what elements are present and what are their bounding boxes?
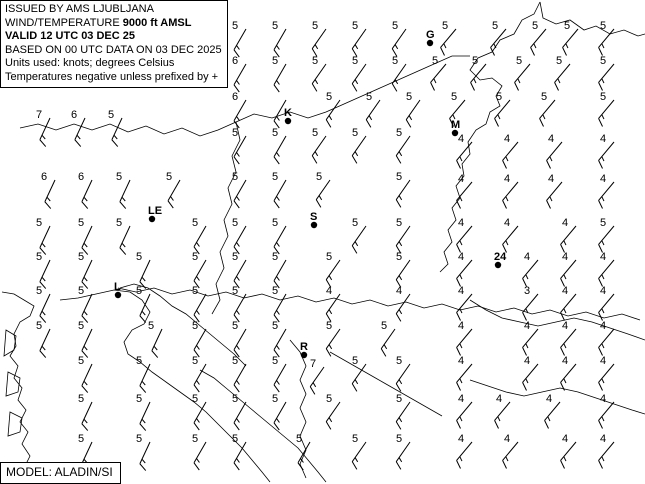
temperature-value: 5 bbox=[472, 55, 479, 67]
wind-barb bbox=[274, 226, 286, 254]
wind-barb bbox=[352, 442, 366, 469]
wind-barb bbox=[120, 226, 130, 255]
wind-barb bbox=[352, 29, 366, 56]
temperature-value: 5 bbox=[272, 355, 279, 367]
temperature-value: 5 bbox=[116, 217, 123, 229]
wind-barb bbox=[140, 442, 150, 471]
wind-barb bbox=[495, 402, 510, 428]
temperature-value: 5 bbox=[432, 55, 439, 67]
temperature-value: 5 bbox=[564, 20, 571, 32]
temperature-value: 4 bbox=[458, 285, 465, 297]
temperature-value: 5 bbox=[316, 171, 323, 183]
wind-barb bbox=[152, 329, 162, 358]
wind-barb bbox=[503, 182, 518, 208]
wind-barb bbox=[310, 367, 324, 394]
wind-barb bbox=[316, 180, 330, 207]
wind-barb bbox=[194, 260, 206, 288]
temperature-value: 4 bbox=[504, 133, 511, 145]
temperature-value: 5 bbox=[326, 320, 333, 332]
wind-barb bbox=[274, 64, 286, 92]
temperature-value: 5 bbox=[232, 433, 239, 445]
temperature-value: 5 bbox=[541, 91, 548, 103]
temperature-value: 6 bbox=[78, 171, 85, 183]
temperature-value: 5 bbox=[192, 251, 199, 263]
temperature-value: 5 bbox=[352, 20, 359, 32]
wind-barb bbox=[274, 329, 286, 357]
wind-barb bbox=[441, 29, 456, 55]
wind-barb bbox=[396, 442, 410, 469]
temperature-value: 7 bbox=[36, 109, 43, 121]
wind-barb bbox=[406, 100, 420, 127]
wind-barb bbox=[547, 182, 562, 208]
temperature-value: 5 bbox=[352, 433, 359, 445]
temperature-value: 5 bbox=[272, 20, 279, 32]
temperature-value: 7 bbox=[310, 358, 317, 370]
temperature-value: 5 bbox=[366, 91, 373, 103]
temperature-value: 5 bbox=[600, 217, 607, 229]
temperature-value: 4 bbox=[524, 320, 531, 332]
temperature-value: 4 bbox=[600, 320, 607, 332]
temperature-value: 3 bbox=[524, 285, 531, 297]
wind-barb bbox=[457, 260, 472, 286]
temperature-value: 5 bbox=[496, 91, 503, 103]
wind-barb bbox=[194, 364, 206, 392]
wind-barb bbox=[515, 64, 530, 90]
wind-barb bbox=[234, 364, 246, 392]
wind-barb bbox=[561, 364, 576, 390]
wind-barb bbox=[503, 442, 518, 468]
wind-barb bbox=[599, 64, 614, 90]
wind-barb bbox=[396, 294, 410, 321]
city-label: 24 bbox=[494, 251, 507, 263]
temperature-value: 5 bbox=[232, 20, 239, 32]
temperature-value: 5 bbox=[192, 355, 199, 367]
temperature-note-line: Temperatures negative unless prefixed by + bbox=[5, 70, 219, 83]
city-label: M bbox=[451, 119, 461, 131]
temperature-value: 5 bbox=[272, 171, 279, 183]
wind-barb bbox=[366, 100, 380, 127]
header-info-panel bbox=[0, 0, 228, 88]
wind-barb bbox=[396, 364, 410, 391]
temperature-value: 5 bbox=[381, 320, 388, 332]
temperature-value: 4 bbox=[396, 285, 403, 297]
wind-barb bbox=[431, 64, 446, 90]
wind-barb bbox=[82, 180, 92, 209]
temperature-value: 5 bbox=[136, 433, 143, 445]
temperature-value: 6 bbox=[41, 171, 48, 183]
wind-barb bbox=[40, 329, 50, 358]
wind-barb bbox=[457, 142, 472, 168]
temperature-value: 4 bbox=[458, 393, 465, 405]
wind-barb bbox=[234, 226, 246, 254]
temperature-value: 5 bbox=[272, 127, 279, 139]
temperature-value: 5 bbox=[392, 20, 399, 32]
temperature-value: 5 bbox=[166, 171, 173, 183]
temperature-value: 4 bbox=[562, 285, 569, 297]
temperature-value: 5 bbox=[36, 285, 43, 297]
wind-barb bbox=[545, 402, 560, 428]
wind-barb bbox=[326, 260, 340, 287]
temperature-value: 5 bbox=[192, 320, 199, 332]
wind-barb bbox=[194, 294, 206, 322]
wind-barb bbox=[274, 260, 286, 288]
wind-barb bbox=[352, 364, 366, 391]
wind-barb bbox=[396, 226, 410, 253]
wind-barb bbox=[194, 442, 206, 470]
temperature-value: 5 bbox=[116, 171, 123, 183]
temperature-value: 4 bbox=[600, 133, 607, 145]
issued-by-line: ISSUED BY AMS LJUBLJANA bbox=[5, 3, 154, 15]
temperature-value: 5 bbox=[272, 251, 279, 263]
wind-barb bbox=[194, 226, 206, 254]
temperature-value: 5 bbox=[312, 127, 319, 139]
wind-barb bbox=[599, 364, 614, 390]
wind-barb bbox=[40, 118, 50, 147]
wind-barb bbox=[392, 29, 406, 56]
wind-barb bbox=[457, 364, 472, 390]
wind-barb bbox=[563, 29, 578, 55]
wind-barb bbox=[555, 64, 570, 90]
temperature-value: 5 bbox=[352, 127, 359, 139]
wind-barb bbox=[234, 329, 246, 357]
wind-barb bbox=[140, 402, 150, 431]
temperature-value: 5 bbox=[296, 433, 303, 445]
wind-barb bbox=[326, 329, 340, 356]
temperature-value: 5 bbox=[78, 320, 85, 332]
temperature-value: 5 bbox=[232, 251, 239, 263]
wind-barb bbox=[234, 64, 246, 92]
temperature-value: 4 bbox=[562, 251, 569, 263]
temperature-value: 5 bbox=[232, 285, 239, 297]
temperature-value: 5 bbox=[232, 217, 239, 229]
temperature-value: 4 bbox=[548, 133, 555, 145]
temperature-value: 5 bbox=[232, 171, 239, 183]
temperature-value: 5 bbox=[36, 320, 43, 332]
temperature-value: 5 bbox=[396, 433, 403, 445]
temperature-value: 5 bbox=[352, 55, 359, 67]
temperature-value: 5 bbox=[78, 433, 85, 445]
temperature-value: 5 bbox=[392, 55, 399, 67]
temperature-value: 5 bbox=[312, 20, 319, 32]
wind-barb bbox=[274, 402, 286, 430]
product-line bbox=[5, 17, 222, 31]
wind-barb bbox=[599, 29, 614, 55]
wind-barb bbox=[531, 29, 546, 55]
city-label: K bbox=[284, 107, 292, 119]
temperature-value: 6 bbox=[232, 55, 239, 67]
temperature-value: 5 bbox=[272, 217, 279, 229]
temperature-value: 4 bbox=[458, 320, 465, 332]
temperature-value: 5 bbox=[442, 20, 449, 32]
wind-barb bbox=[457, 226, 472, 252]
wind-barb bbox=[234, 100, 246, 128]
temperature-value: 4 bbox=[562, 320, 569, 332]
wind-barb bbox=[457, 329, 472, 355]
product-level: 9000 ft AMSL bbox=[122, 16, 192, 29]
temperature-value: 5 bbox=[78, 393, 85, 405]
wind-barb bbox=[352, 226, 366, 253]
wind-barb bbox=[75, 118, 85, 147]
temperature-value: 4 bbox=[326, 285, 333, 297]
temperature-value: 6 bbox=[232, 91, 239, 103]
wind-barb bbox=[523, 294, 538, 320]
wind-barb bbox=[326, 402, 340, 429]
temperature-value: 5 bbox=[78, 251, 85, 263]
wind-barb bbox=[234, 402, 246, 430]
temperature-value: 5 bbox=[78, 355, 85, 367]
wind-barb bbox=[523, 260, 538, 286]
temperature-value: 4 bbox=[600, 433, 607, 445]
city-label: LE bbox=[148, 205, 163, 217]
temperature-value: 5 bbox=[516, 55, 523, 67]
wind-barb bbox=[503, 226, 518, 252]
wind-barb bbox=[495, 100, 510, 126]
wind-barb bbox=[561, 226, 576, 252]
wind-barb bbox=[540, 100, 555, 126]
wind-barb bbox=[457, 442, 472, 468]
wind-barb bbox=[599, 442, 614, 468]
wind-barb bbox=[599, 329, 614, 355]
wind-barb bbox=[312, 136, 326, 163]
temperature-value: 4 bbox=[562, 433, 569, 445]
temperature-value: 4 bbox=[600, 251, 607, 263]
model-label: MODEL: ALADIN/SI bbox=[6, 464, 113, 479]
temperature-value: 5 bbox=[136, 355, 143, 367]
wind-barb bbox=[523, 329, 538, 355]
temperature-value: 4 bbox=[546, 393, 553, 405]
temperature-value: 5 bbox=[136, 285, 143, 297]
temperature-value: 4 bbox=[562, 217, 569, 229]
wind-barb bbox=[45, 180, 55, 209]
wind-barb bbox=[599, 260, 614, 286]
wind-barb bbox=[234, 180, 246, 208]
wind-barb bbox=[274, 136, 286, 164]
temperature-value: 4 bbox=[524, 251, 531, 263]
city-label: L bbox=[114, 281, 121, 293]
wind-barb bbox=[234, 260, 246, 288]
wind-barb bbox=[140, 294, 150, 323]
wind-barb bbox=[140, 364, 150, 393]
temperature-value: 5 bbox=[600, 20, 607, 32]
temperature-value: 4 bbox=[458, 133, 465, 145]
temperature-value: 4 bbox=[458, 173, 465, 185]
temperature-value: 5 bbox=[396, 355, 403, 367]
wind-barb bbox=[194, 402, 206, 430]
wind-barb bbox=[82, 364, 92, 393]
wind-barb bbox=[599, 402, 614, 428]
temperature-value: 5 bbox=[192, 217, 199, 229]
temperature-value: 5 bbox=[192, 433, 199, 445]
temperature-value: 4 bbox=[458, 251, 465, 263]
city-label: G bbox=[426, 29, 435, 41]
temperature-value: 5 bbox=[451, 91, 458, 103]
temperature-value: 4 bbox=[504, 173, 511, 185]
temperature-value: 5 bbox=[396, 171, 403, 183]
valid-line: VALID 12 UTC 03 DEC 25 bbox=[5, 30, 136, 42]
temperature-value: 4 bbox=[458, 433, 465, 445]
wind-barb bbox=[234, 29, 246, 57]
temperature-value: 4 bbox=[458, 217, 465, 229]
wind-barb bbox=[274, 29, 286, 57]
temperature-value: 5 bbox=[312, 55, 319, 67]
temperature-value: 5 bbox=[36, 217, 43, 229]
temperature-value: 4 bbox=[496, 393, 503, 405]
wind-barb bbox=[396, 136, 410, 163]
wind-barb bbox=[274, 180, 286, 208]
wind-barb bbox=[457, 294, 472, 320]
wind-barb bbox=[312, 29, 326, 56]
temperature-value: 4 bbox=[600, 393, 607, 405]
temperature-value: 5 bbox=[78, 217, 85, 229]
temperature-value: 4 bbox=[600, 173, 607, 185]
wind-barb bbox=[194, 329, 206, 357]
temperature-value: 5 bbox=[78, 285, 85, 297]
temperature-value: 5 bbox=[352, 217, 359, 229]
model-panel bbox=[0, 462, 121, 484]
wind-barb bbox=[561, 442, 576, 468]
temperature-value: 5 bbox=[396, 251, 403, 263]
wind-barb bbox=[168, 180, 180, 208]
wind-barb bbox=[381, 329, 395, 356]
temperature-value: 5 bbox=[406, 91, 413, 103]
temperature-value: 5 bbox=[396, 127, 403, 139]
product-label: WIND/TEMPERATURE bbox=[5, 16, 123, 29]
units-line: Units used: knots; degrees Celsius bbox=[5, 57, 175, 69]
temperature-value: 5 bbox=[232, 320, 239, 332]
temperature-value: 4 bbox=[504, 217, 511, 229]
temperature-value: 5 bbox=[232, 355, 239, 367]
temperature-value: 5 bbox=[600, 55, 607, 67]
temperature-value: 5 bbox=[108, 109, 115, 121]
wind-barb bbox=[112, 118, 122, 147]
wind-barb bbox=[396, 180, 410, 207]
wind-barb bbox=[503, 142, 518, 168]
temperature-value: 5 bbox=[326, 91, 333, 103]
temperature-value: 4 bbox=[458, 355, 465, 367]
temperature-value: 4 bbox=[600, 355, 607, 367]
temperature-value: 6 bbox=[71, 109, 78, 121]
temperature-value: 5 bbox=[396, 393, 403, 405]
city-label: R bbox=[300, 341, 308, 353]
wind-barb bbox=[326, 100, 340, 127]
temperature-value: 5 bbox=[148, 320, 155, 332]
temperature-value: 5 bbox=[532, 20, 539, 32]
temperature-value: 5 bbox=[36, 251, 43, 263]
wind-barb bbox=[40, 294, 50, 323]
wind-barb bbox=[312, 64, 326, 91]
temperature-value: 5 bbox=[556, 55, 563, 67]
wind-barb bbox=[396, 260, 410, 287]
wind-barb bbox=[599, 182, 614, 208]
wind-barb bbox=[82, 329, 92, 358]
temperature-value: 5 bbox=[396, 217, 403, 229]
temperature-value: 5 bbox=[136, 251, 143, 263]
temperature-value: 4 bbox=[524, 355, 531, 367]
wind-barb bbox=[523, 364, 538, 390]
wind-barb bbox=[561, 294, 576, 320]
wind-barb bbox=[274, 364, 286, 392]
city-label: S bbox=[310, 211, 318, 223]
temperature-value: 5 bbox=[326, 251, 333, 263]
temperature-value: 5 bbox=[492, 20, 499, 32]
wind-barb bbox=[352, 64, 366, 91]
temperature-value: 5 bbox=[272, 320, 279, 332]
wind-barb bbox=[599, 100, 614, 126]
wind-barb bbox=[561, 329, 576, 355]
temperature-value: 5 bbox=[136, 393, 143, 405]
temperature-value: 5 bbox=[272, 285, 279, 297]
temperature-value: 4 bbox=[562, 355, 569, 367]
temperature-value: 5 bbox=[600, 91, 607, 103]
temperature-value: 5 bbox=[192, 393, 199, 405]
wind-barb bbox=[599, 226, 614, 252]
wind-barb bbox=[352, 136, 366, 163]
temperature-value: 5 bbox=[272, 393, 279, 405]
temperature-value: 5 bbox=[272, 55, 279, 67]
temperature-value: 5 bbox=[232, 127, 239, 139]
temperature-value: 4 bbox=[504, 433, 511, 445]
temperature-value: 5 bbox=[192, 285, 199, 297]
wind-barb bbox=[457, 402, 472, 428]
wind-barb bbox=[599, 142, 614, 168]
wind-barb bbox=[396, 402, 410, 429]
temperature-value: 4 bbox=[600, 285, 607, 297]
based-on-line: BASED ON 00 UTC DATA ON 03 DEC 2025 bbox=[5, 43, 222, 56]
temperature-value: 5 bbox=[232, 393, 239, 405]
wind-barb bbox=[471, 64, 486, 90]
wind-barb bbox=[547, 142, 562, 168]
wind-barb bbox=[561, 260, 576, 286]
temperature-value: 5 bbox=[326, 393, 333, 405]
wind-barb bbox=[120, 180, 130, 209]
temperature-value: 4 bbox=[548, 173, 555, 185]
wind-barb bbox=[82, 402, 92, 431]
wind-barb bbox=[82, 294, 92, 323]
temperature-value: 5 bbox=[352, 355, 359, 367]
